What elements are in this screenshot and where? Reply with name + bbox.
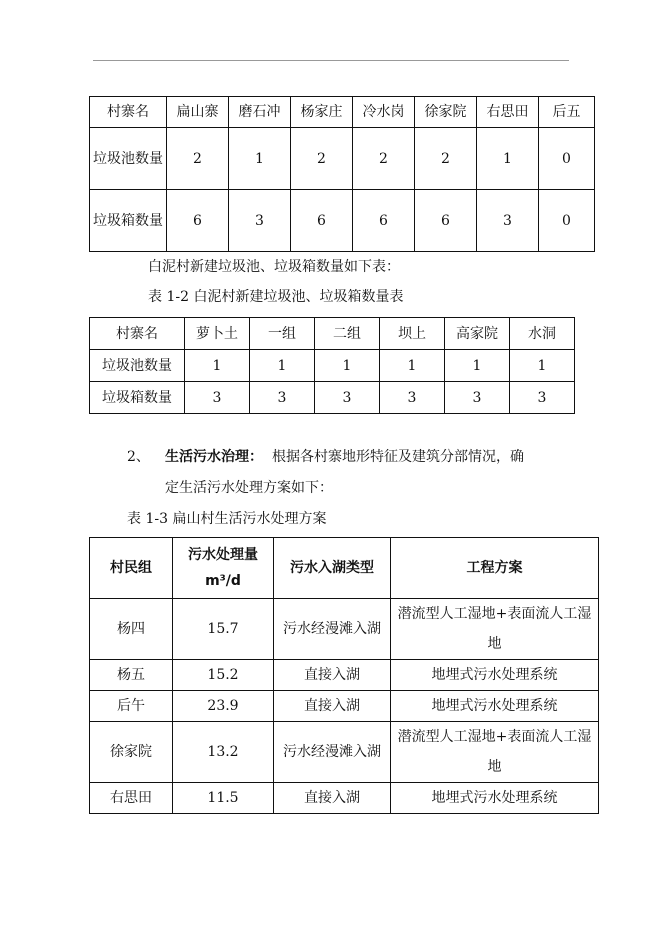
table-header-row xyxy=(90,318,575,350)
header-cell: 后五 xyxy=(539,97,595,128)
table-row xyxy=(90,599,599,660)
table-cell: 1 xyxy=(229,128,291,190)
table2-caption: 表 1-2 白泥村新建垃圾池、垃圾箱数量表 xyxy=(148,289,404,305)
type-cell: 污水经漫滩入湖 xyxy=(274,722,391,783)
row-label: 垃圾箱数量 xyxy=(90,190,167,252)
group-cell: 右思田 xyxy=(90,783,173,814)
table-row xyxy=(90,350,575,382)
row-label: 垃圾池数量 xyxy=(90,350,185,382)
table-row xyxy=(90,382,575,414)
header-cell: 村寨名 xyxy=(90,97,167,128)
garbage-table-bainicun xyxy=(89,317,575,414)
header-cell: 徐家院 xyxy=(415,97,477,128)
table-cell: 2 xyxy=(291,128,353,190)
row-label: 垃圾箱数量 xyxy=(90,382,185,414)
header-cell: 杨家庄 xyxy=(291,97,353,128)
amount-cell: 15.2 xyxy=(173,660,274,691)
table-cell: 3 xyxy=(477,190,539,252)
header-cell: 磨石冲 xyxy=(229,97,291,128)
type-cell: 直接入湖 xyxy=(274,783,391,814)
plan-cell: 潜流型人工湿地+表面流人工湿地 xyxy=(391,722,599,783)
header-cell: 高家院 xyxy=(445,318,510,350)
group-cell: 后午 xyxy=(90,691,173,722)
table-row xyxy=(90,660,599,691)
table-row xyxy=(90,783,599,814)
section-text-line1: 根据各村寨地形特征及建筑分部情况，确 xyxy=(272,449,524,465)
table-cell: 3 xyxy=(185,382,250,414)
header-cell-amount xyxy=(173,538,274,599)
table-cell: 1 xyxy=(445,350,510,382)
table-row xyxy=(90,691,599,722)
header-cell: 村寨名 xyxy=(90,318,185,350)
header-cell: 一组 xyxy=(250,318,315,350)
header-cell: 村民组 xyxy=(90,538,173,599)
table-cell: 6 xyxy=(291,190,353,252)
plan-cell: 地埋式污水处理系统 xyxy=(391,660,599,691)
table-cell: 1 xyxy=(250,350,315,382)
header-cell: 工程方案 xyxy=(391,538,599,599)
amount-cell: 15.7 xyxy=(173,599,274,660)
type-cell: 直接入湖 xyxy=(274,691,391,722)
section-text-line2: 定生活污水处理方案如下： xyxy=(165,480,333,496)
header-cell: 水洞 xyxy=(510,318,575,350)
header-cell: 右思田 xyxy=(477,97,539,128)
table-cell: 1 xyxy=(315,350,380,382)
table-cell: 1 xyxy=(477,128,539,190)
section-number: 2、 xyxy=(127,449,150,465)
table-header-row xyxy=(90,538,599,599)
table-cell: 1 xyxy=(380,350,445,382)
header-amount-unit: m³/d xyxy=(205,573,241,589)
table-cell: 0 xyxy=(539,190,595,252)
table-cell: 3 xyxy=(315,382,380,414)
table-cell: 2 xyxy=(353,128,415,190)
table-cell: 3 xyxy=(380,382,445,414)
table-cell: 2 xyxy=(167,128,229,190)
group-cell: 杨四 xyxy=(90,599,173,660)
table-cell: 3 xyxy=(445,382,510,414)
table-cell: 1 xyxy=(185,350,250,382)
type-cell: 污水经漫滩入湖 xyxy=(274,599,391,660)
table-cell: 3 xyxy=(229,190,291,252)
group-cell: 徐家院 xyxy=(90,722,173,783)
header-cell: 坝上 xyxy=(380,318,445,350)
header-amount-label: 污水处理量 xyxy=(188,547,258,563)
plan-cell: 地埋式污水处理系统 xyxy=(391,783,599,814)
table-cell: 2 xyxy=(415,128,477,190)
table-cell: 3 xyxy=(510,382,575,414)
table-cell: 1 xyxy=(510,350,575,382)
amount-cell: 13.2 xyxy=(173,722,274,783)
group-cell: 杨五 xyxy=(90,660,173,691)
table3-caption: 表 1-3 扁山村生活污水处理方案 xyxy=(127,511,327,527)
table-cell: 6 xyxy=(353,190,415,252)
header-cell: 扁山寨 xyxy=(167,97,229,128)
amount-cell: 23.9 xyxy=(173,691,274,722)
table-row xyxy=(90,722,599,783)
table-cell: 3 xyxy=(250,382,315,414)
header-rule xyxy=(93,60,569,61)
table-header-row xyxy=(90,97,595,128)
table-cell: 0 xyxy=(539,128,595,190)
header-cell: 二组 xyxy=(315,318,380,350)
intro-line: 白泥村新建垃圾池、垃圾箱数量如下表： xyxy=(148,259,400,275)
plan-cell: 地埋式污水处理系统 xyxy=(391,691,599,722)
header-cell: 冷水岗 xyxy=(353,97,415,128)
header-cell: 污水入湖类型 xyxy=(274,538,391,599)
section-title: 生活污水治理： xyxy=(165,449,263,465)
table-row xyxy=(90,128,595,190)
row-label: 垃圾池数量 xyxy=(90,128,167,190)
type-cell: 直接入湖 xyxy=(274,660,391,691)
table-cell: 6 xyxy=(415,190,477,252)
garbage-table-bianshan xyxy=(89,96,595,252)
header-cell: 萝卜土 xyxy=(185,318,250,350)
sewage-plan-table xyxy=(89,537,599,814)
amount-cell: 11.5 xyxy=(173,783,274,814)
table-row xyxy=(90,190,595,252)
table-cell: 6 xyxy=(167,190,229,252)
plan-cell: 潜流型人工湿地+表面流人工湿地 xyxy=(391,599,599,660)
